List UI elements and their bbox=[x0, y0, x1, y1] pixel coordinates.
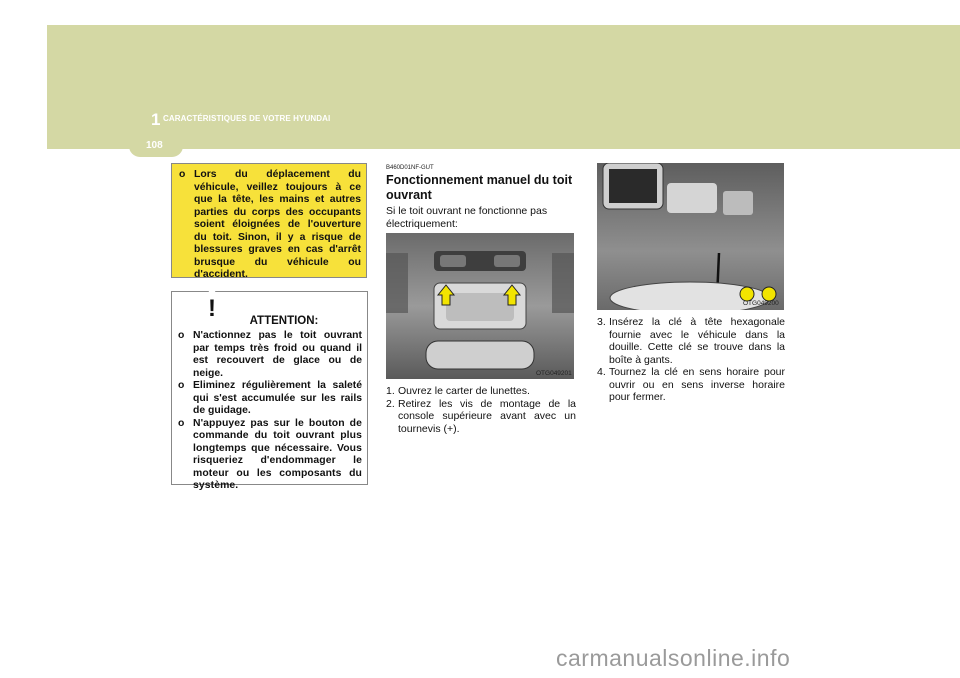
hex-key-illustration bbox=[597, 163, 784, 310]
step-item bbox=[386, 385, 576, 398]
rotate-arrow-icon bbox=[762, 287, 776, 301]
step-number: 4. bbox=[597, 366, 606, 378]
figure-code: OTG049200 bbox=[743, 300, 779, 307]
bullet-marker: o bbox=[178, 380, 185, 391]
section-code: B460D01NF-GUT bbox=[386, 165, 434, 171]
attention-box bbox=[171, 291, 368, 491]
watermark: carmanualsonline.info bbox=[556, 645, 791, 671]
steps-right bbox=[597, 316, 785, 404]
warning-exclamation: ! bbox=[208, 295, 216, 322]
step-number: 3. bbox=[597, 316, 606, 328]
attention-item bbox=[178, 418, 362, 493]
rotate-arrow-icon bbox=[740, 287, 754, 301]
warning-text: Lors du déplacement du véhicule, veillez toujours à ce que la tête, les mains et autres parties du corps des occupants soient éloignées de l'ouverture du toit. Sinon, il y a risque de blessures graves en cas d'arrêt brusque du véhicule ou d'accident. bbox=[194, 169, 361, 280]
overhead-console-illustration bbox=[386, 233, 574, 379]
header-band bbox=[47, 0, 960, 149]
chapter-number: 1 bbox=[151, 110, 161, 129]
step-number: 2. bbox=[386, 397, 395, 410]
bullet-marker: o bbox=[178, 330, 185, 341]
figure-overhead-console bbox=[386, 233, 574, 379]
attention-item bbox=[178, 380, 362, 418]
attention-item-text: N'actionnez pas le toit ouvrant par temps très froid ou quand il est recouvert de glace ou de neige. bbox=[193, 330, 362, 379]
section-title: Fonctionnement manuel du toit ouvrant bbox=[386, 173, 573, 202]
page-number: 108 bbox=[146, 140, 163, 151]
step-text: Retirez les vis de montage de la console supérieure avant avec un tournevis (+). bbox=[398, 397, 576, 435]
attention-title: ATTENTION: bbox=[249, 315, 319, 327]
figure-hex-key bbox=[597, 163, 784, 310]
section-intro: Si le toit ouvrant ne fonctionne pas électriquement: bbox=[386, 205, 548, 230]
attention-item bbox=[178, 330, 362, 380]
attention-item-text: N'appuyez pas sur le bouton de commande du toit ouvrant plus longtemps que nécessaire. Vous risqueriez d'endommager le moteur ou les composants du système. bbox=[193, 417, 362, 491]
bullet-marker: o bbox=[178, 417, 185, 429]
step-item bbox=[386, 398, 576, 436]
steps-left bbox=[386, 385, 576, 435]
step-text: Insérez la clé à tête hexagonale fournie avec le véhicule dans la douille. Cette clé se trouve dans la boîte à gants. bbox=[609, 316, 785, 366]
warning-triangle-icon bbox=[188, 284, 236, 326]
step-text: Tournez la clé en sens horaire pour ouvrir ou en sens inverse horaire pour fermer. bbox=[609, 366, 785, 403]
chapter-title: CARACTÉRISTIQUES DE VOTRE HYUNDAI bbox=[163, 114, 331, 123]
bullet-marker: o bbox=[179, 169, 186, 180]
step-item bbox=[597, 316, 785, 366]
step-text: Ouvrez le carter de lunettes. bbox=[398, 385, 530, 397]
figure-code: OTG049201 bbox=[536, 370, 572, 377]
step-item bbox=[597, 366, 785, 404]
attention-list bbox=[178, 330, 362, 493]
warning-box bbox=[171, 163, 367, 278]
attention-item-text: Eliminez régulièrement la saleté qui s'est accumulée sur les rails de guidage. bbox=[193, 380, 362, 416]
step-number: 1. bbox=[386, 385, 395, 397]
warning-item bbox=[179, 169, 361, 282]
